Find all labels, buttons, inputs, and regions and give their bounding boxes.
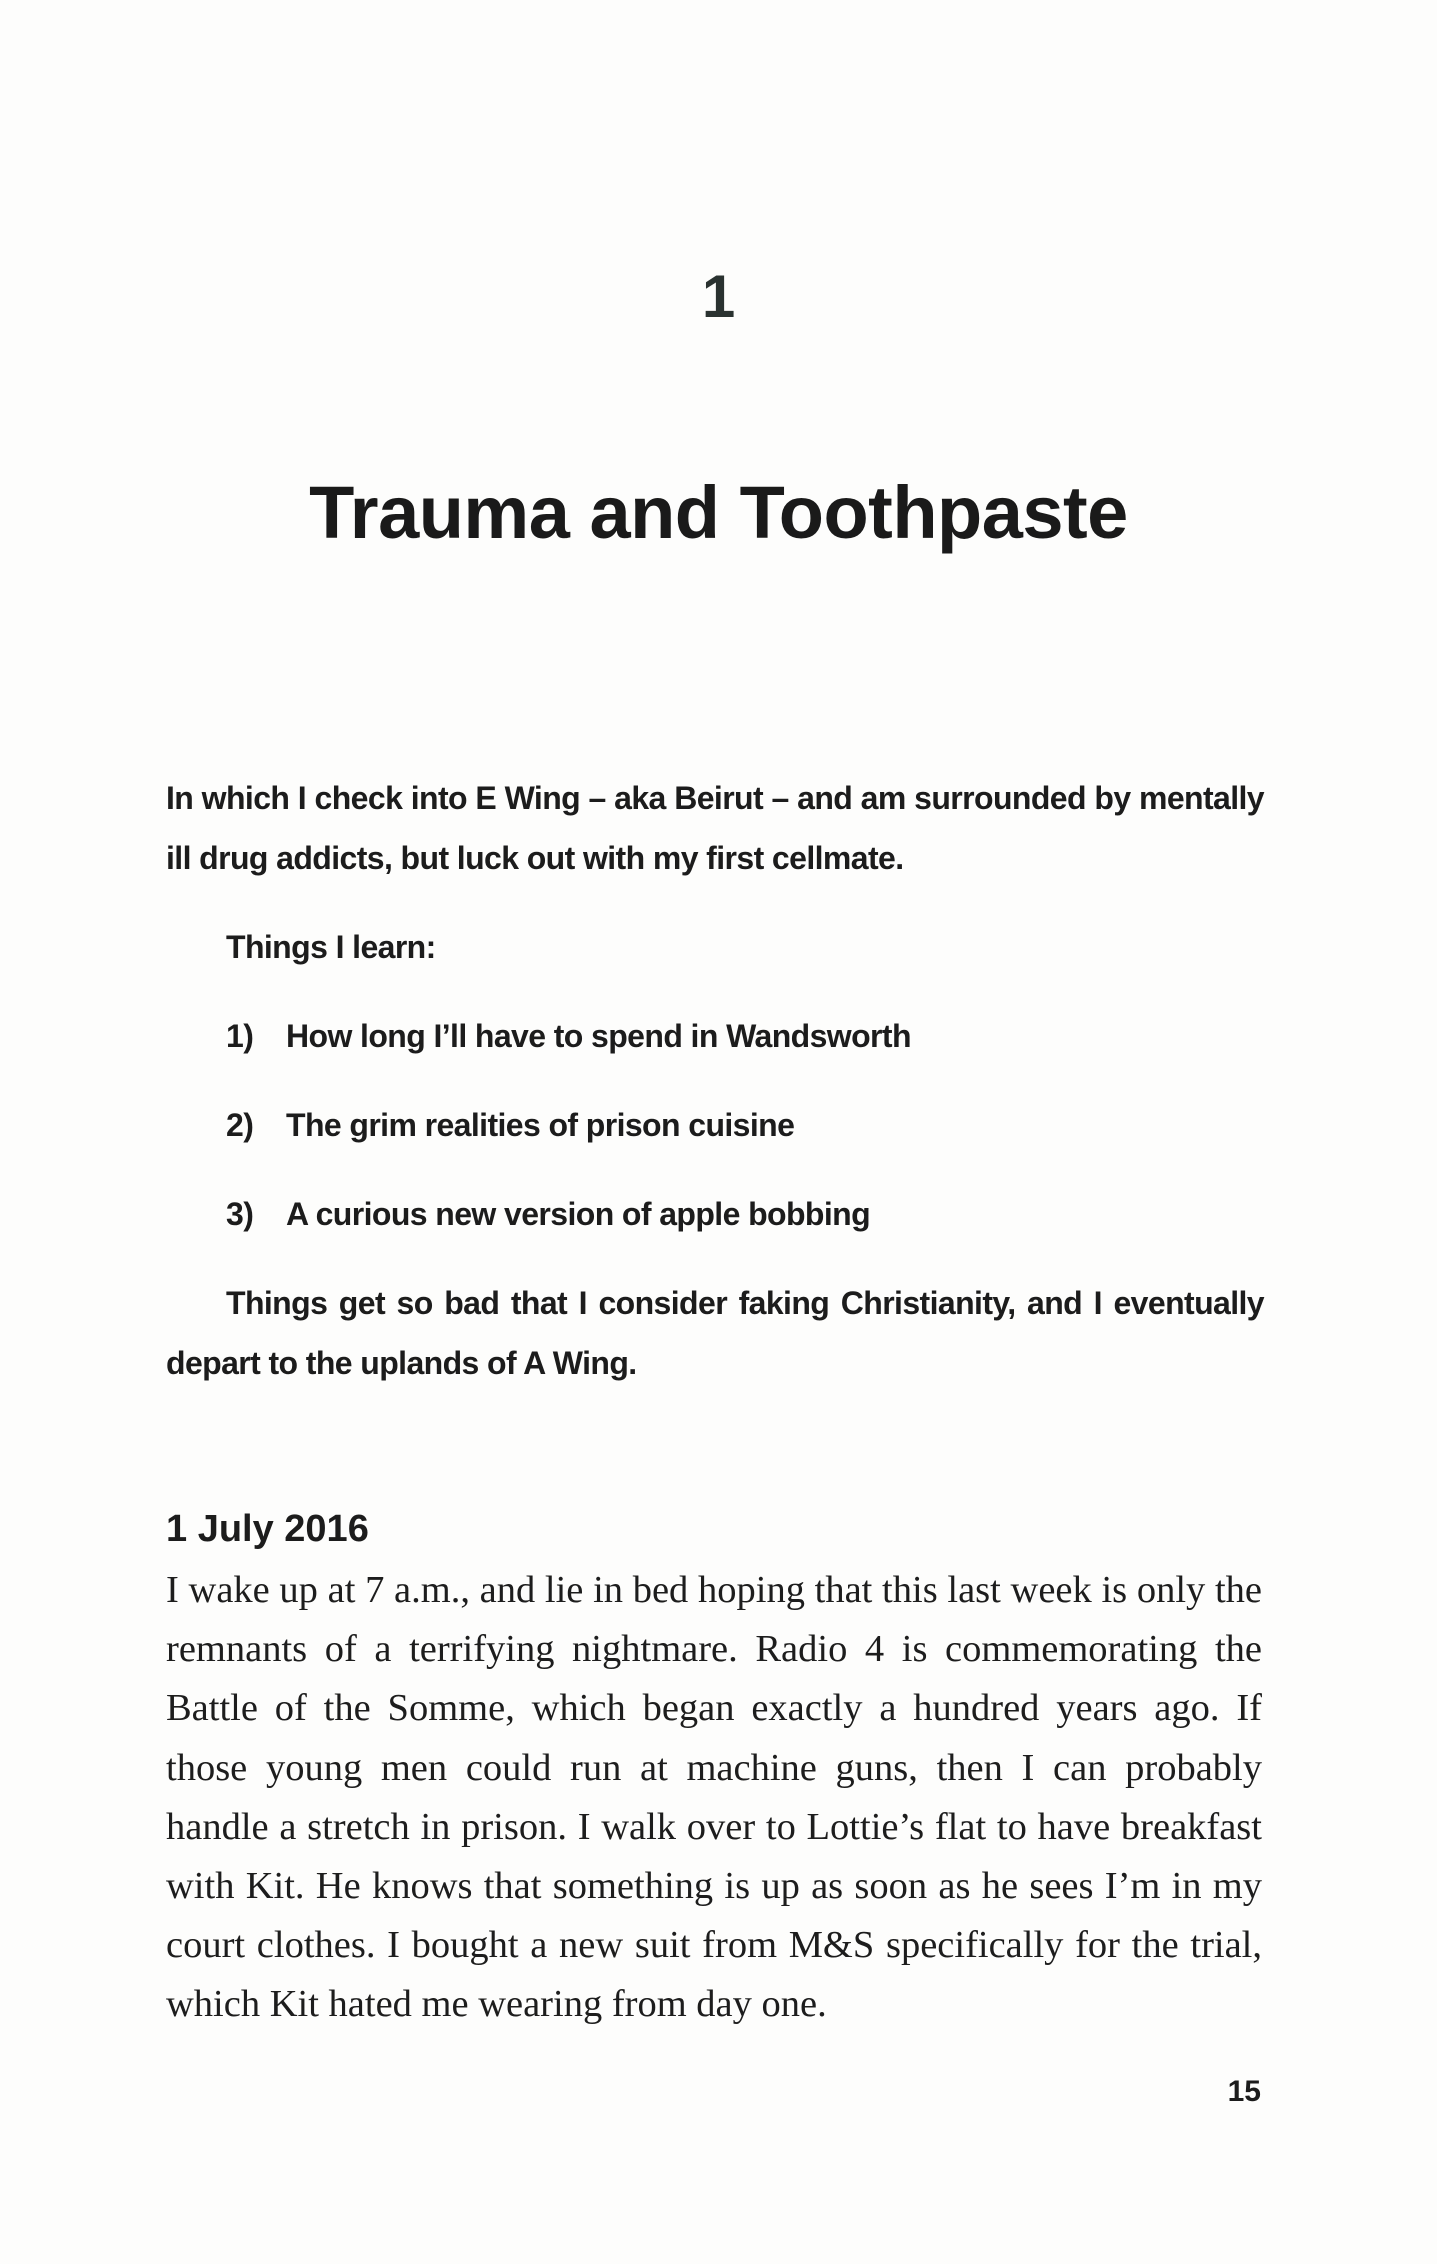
things-learned-heading: Things I learn: <box>226 929 436 965</box>
list-item <box>166 1095 1264 1155</box>
page-number: 15 <box>1227 2075 1261 2108</box>
list-item <box>166 1184 1264 1244</box>
chapter-title: Trauma and Toothpaste <box>309 471 1128 554</box>
list-item-text: How long I’ll have to spend in Wandsworth <box>286 1018 911 1054</box>
chapter-number: 1 <box>701 263 736 330</box>
diary-entry-date: 1 July 2016 <box>166 1508 369 1550</box>
chapter-summary <box>166 768 1264 1393</box>
list-item-text: A curious new version of apple bobbing <box>286 1196 871 1232</box>
summary-intro: In which I check into E Wing – aka Beirut – and am surrounded by mentally ill drug addicts, but luck out with my first cellmate. <box>166 780 1264 876</box>
things-learned-list <box>166 1006 1264 1244</box>
list-item-number: 1) <box>226 1018 254 1054</box>
list-item-text: The grim realities of prison cuisine <box>286 1107 795 1143</box>
list-item-number: 2) <box>226 1107 254 1143</box>
list-item <box>166 1006 1264 1066</box>
diary-entry-text: I wake up at 7 a.m., and lie in bed hoping that this last week is only the remnants of a terrifying nightmare. Radio 4 is commemorating the Battle of the Somme, which began exactly a hundred years ago. If those young men could run at machine guns, then I can probably handle a stretch in prison. I walk over to Lottie’s flat to have breakfast with Kit. He knows that something is up as soon as he sees I’m in my court clothes. I bought a new suit from M&S specifically for the trial, which Kit hated me wearing from day one. <box>166 1569 1262 2026</box>
list-item-number: 3) <box>226 1196 254 1232</box>
summary-outro: Things get so bad that I consider faking Christianity, and I eventually depart to the uplands of A Wing. <box>166 1285 1264 1381</box>
